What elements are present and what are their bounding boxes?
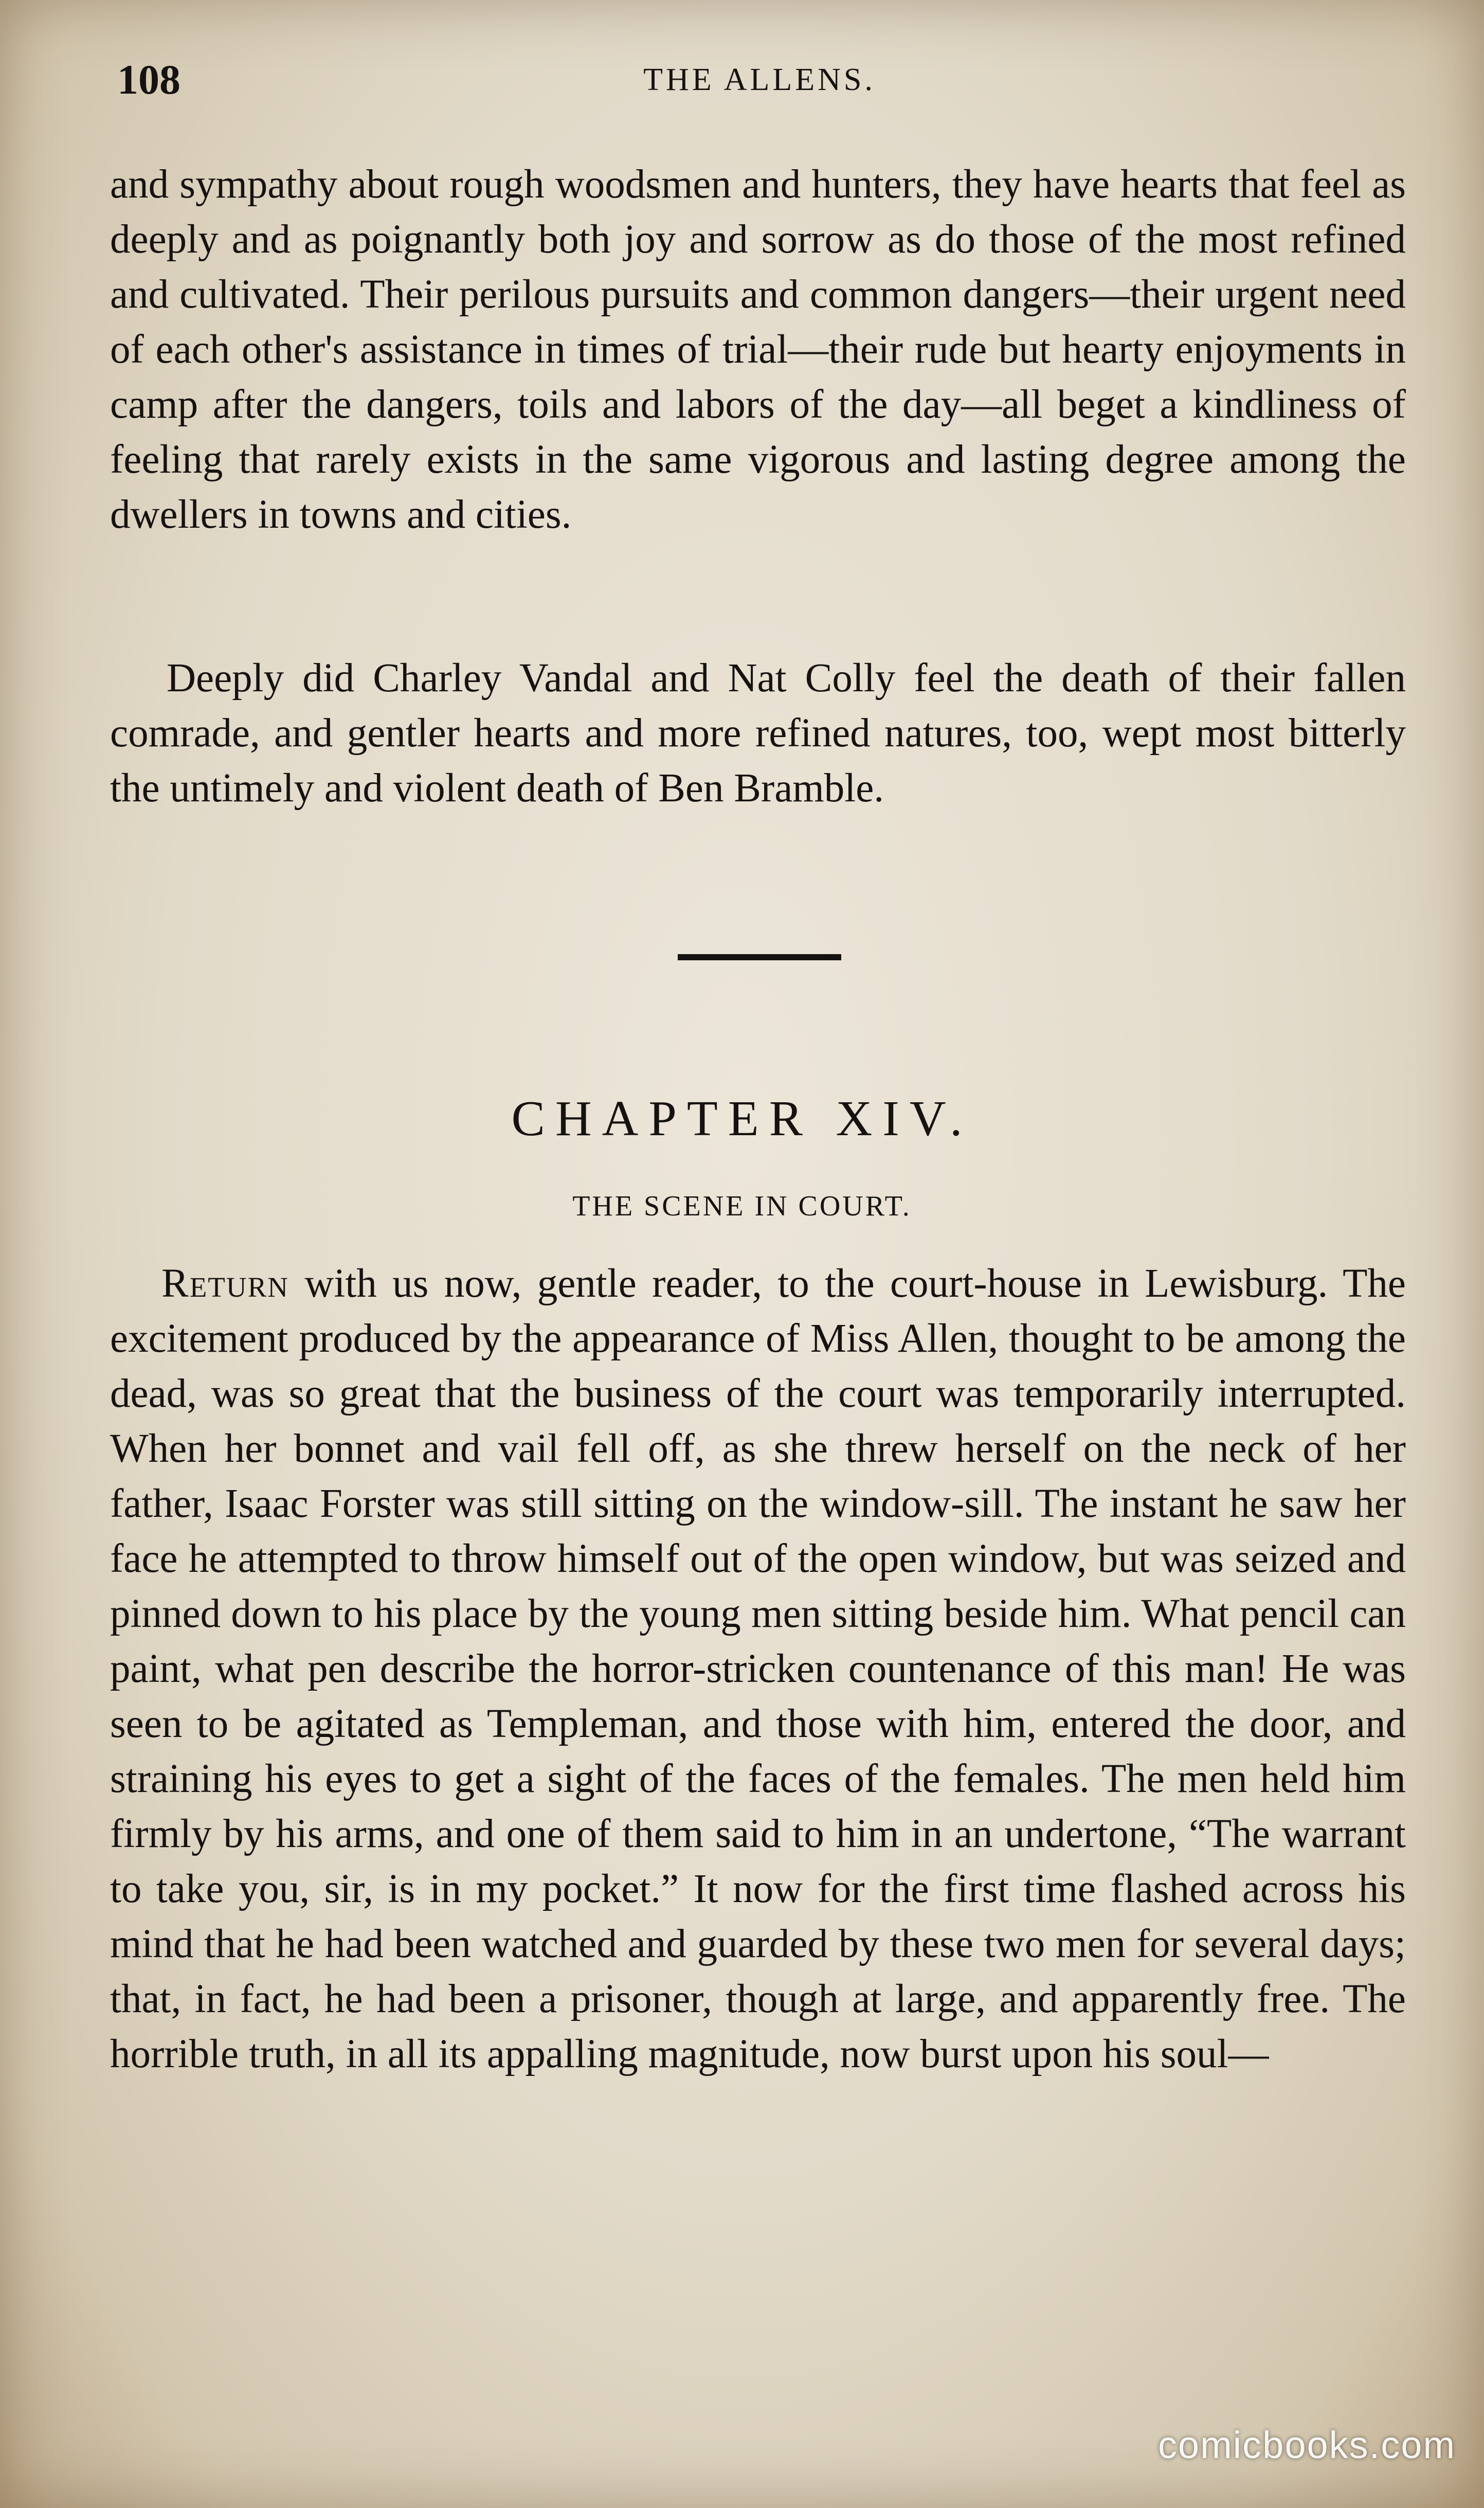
page-number: 108 [117, 56, 180, 103]
chapter-lead-word: Return [161, 1261, 289, 1306]
chapter-subtitle: THE SCENE IN COURT. [572, 1190, 912, 1222]
running-head: THE ALLENS. [643, 62, 876, 97]
page-header [117, 51, 1402, 108]
paragraph-continued: and sympathy about rough woodsmen and hunters, they have hearts that feel as deeply and as poignantly both joy and sorrow as do those of the most refined and cultivated. Their perilous pursuits and common dangers—their urgent need of each other's assistance in times of trial—their rude but hearty enjoyments in camp after the dangers, toils and labors of the day—all beget a kindliness of feeling that rarely exists in the same vigorous and lasting degree among the dwellers in towns and cities. [110, 162, 1406, 537]
chapter-title: CHAPTER XIV. [511, 1091, 973, 1146]
paragraph-mourning: Deeply did Charley Vandal and Nat Colly feel the death of their fallen comrade, and gentler hearts and more refined natures, too, wept most bitterly the untimely and violent death of Ben Bramble. [110, 656, 1406, 811]
chapter-opening-paragraph [110, 1256, 1406, 2082]
watermark: comicbooks.com [1157, 2424, 1456, 2466]
chapter-body-text: with us now, gentle reader, to the court-house in Lewisburg. The excitement produced by the appearance of Miss Allen, thought to be among the dead, was so great that the business of the court was temporarily interrupted. When her bonnet and vail fell off, as she threw herself on the neck of her father, Isaac Forster was still sitting on the window-sill. The instant he saw her face he attempted to throw himself out of the open window, but was seized and pinned down to his place by the young men sitting beside him. What pencil can paint, what pen describe the horror-stricken countenance of this man! He was seen to be agitated as Templeman, and those with him, entered the door, and straining his eyes to get a sight of the faces of the females. The men held him firmly by his arms, and one of them said to him in an undertone, “The warrant to take you, sir, is in my pocket.” It now for the first time flashed across his mind that he had been watched and guarded by these two men for several days; that, in fact, he had been a prisoner, though at large, and apparently free. The horrible truth, in all its appalling magnitude, now burst upon his soul— [110, 1261, 1406, 2076]
section-divider [678, 954, 841, 960]
